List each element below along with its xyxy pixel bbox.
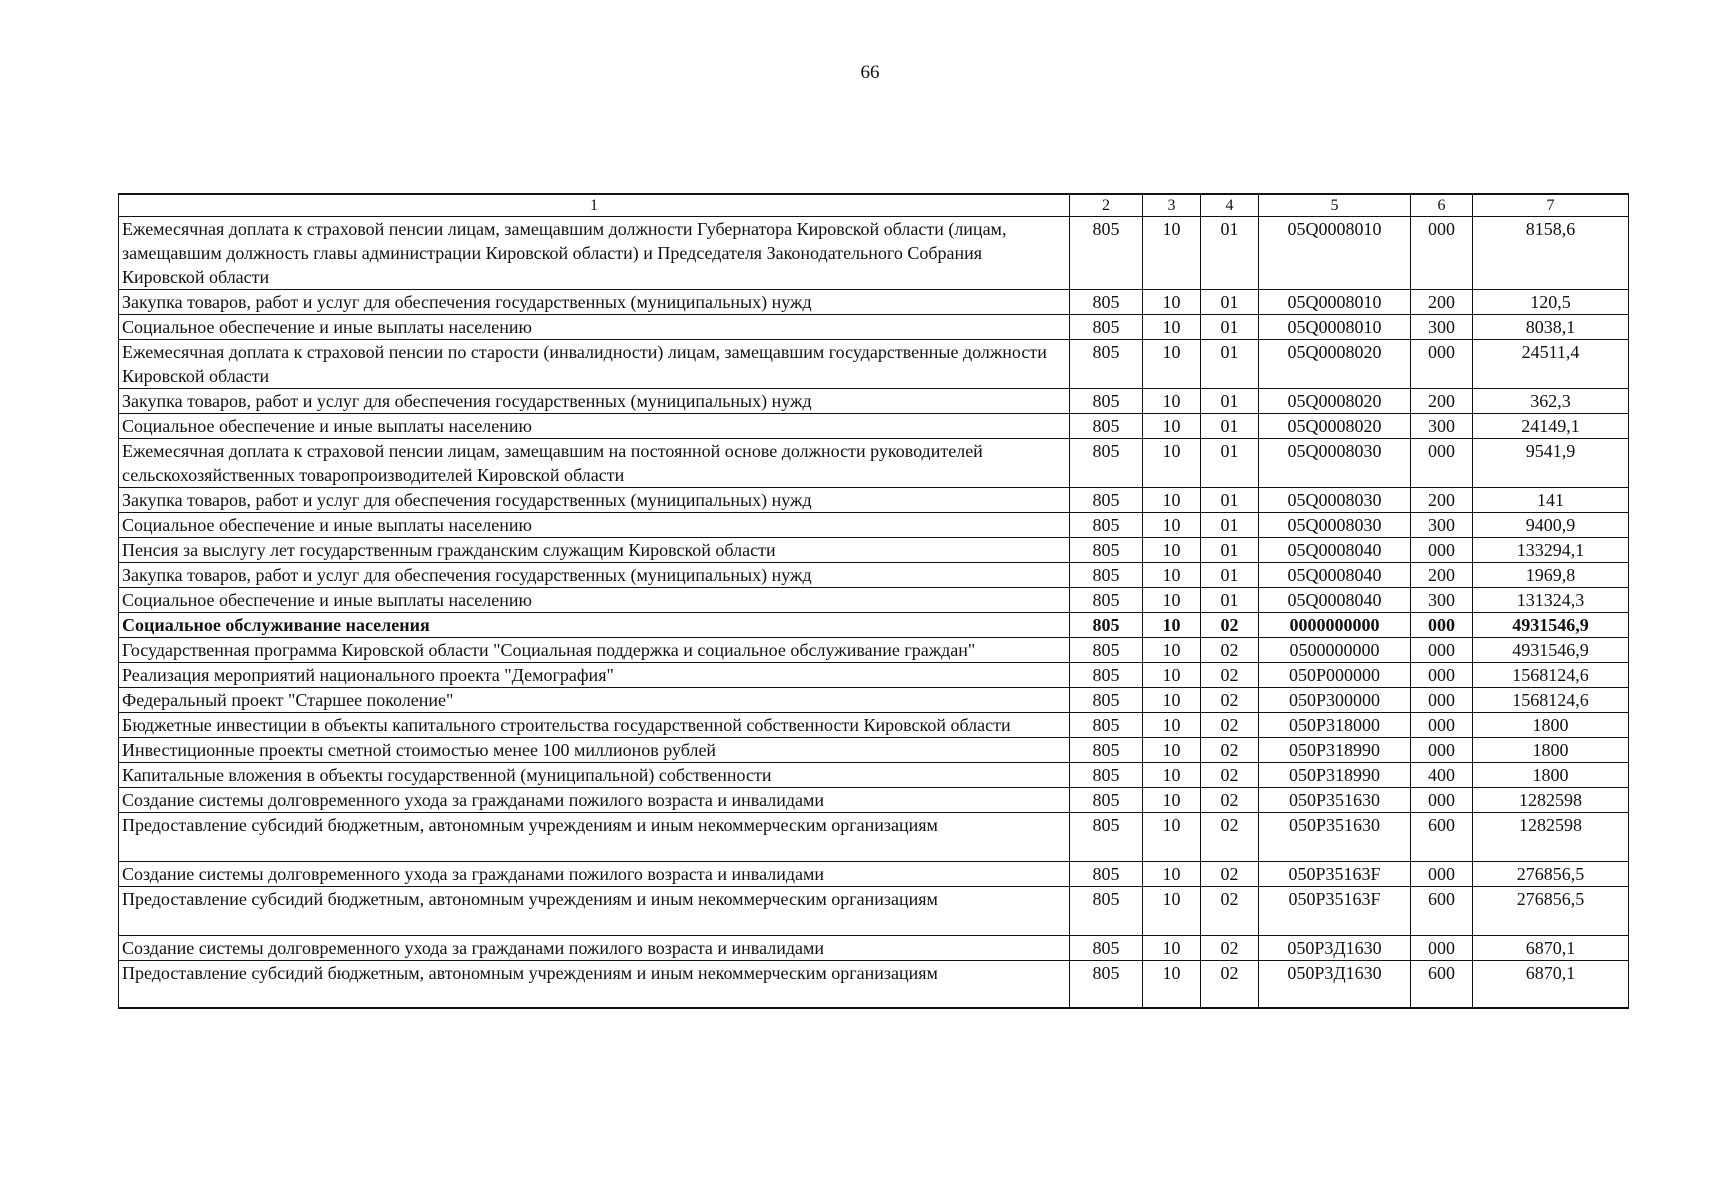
row-amount: 4931546,9 <box>1473 638 1629 663</box>
row-section: 10 <box>1143 887 1201 936</box>
row-subsection: 02 <box>1201 763 1259 788</box>
row-subsection: 01 <box>1201 414 1259 439</box>
row-section: 10 <box>1143 961 1201 1009</box>
row-section: 10 <box>1143 439 1201 488</box>
table-row <box>119 588 1629 613</box>
row-subsection: 02 <box>1201 663 1259 688</box>
row-amount: 24149,1 <box>1473 414 1629 439</box>
row-expense-type: 000 <box>1411 538 1473 563</box>
page-number: 66 <box>860 62 880 83</box>
row-amount: 276856,5 <box>1473 862 1629 887</box>
row-code: 805 <box>1070 663 1143 688</box>
table-row <box>119 713 1629 738</box>
row-section: 10 <box>1143 217 1201 290</box>
row-code: 805 <box>1070 217 1143 290</box>
row-amount: 24511,4 <box>1473 340 1629 389</box>
row-subsection: 01 <box>1201 488 1259 513</box>
row-code: 805 <box>1070 588 1143 613</box>
row-section: 10 <box>1143 638 1201 663</box>
row-subsection: 02 <box>1201 961 1259 1009</box>
row-expense-type: 600 <box>1411 813 1473 862</box>
column-header: 2 <box>1070 194 1143 217</box>
row-amount: 1800 <box>1473 713 1629 738</box>
row-expense-type: 600 <box>1411 887 1473 936</box>
table-row <box>119 763 1629 788</box>
table-row <box>119 936 1629 961</box>
table-row <box>119 340 1629 389</box>
row-target-article: 0500000000 <box>1259 638 1411 663</box>
row-name: Социальное обеспечение и иные выплаты населению <box>119 513 1070 538</box>
row-target-article: 05Q0008010 <box>1259 290 1411 315</box>
row-amount: 1282598 <box>1473 788 1629 813</box>
table-row <box>119 663 1629 688</box>
row-target-article: 050P35163F <box>1259 887 1411 936</box>
row-name: Закупка товаров, работ и услуг для обеспечения государственных (муниципальных) нужд <box>119 290 1070 315</box>
row-amount: 362,3 <box>1473 389 1629 414</box>
header-row <box>119 194 1629 217</box>
row-subsection: 02 <box>1201 688 1259 713</box>
row-name: Государственная программа Кировской области "Социальная поддержка и социальное обслуживание граждан" <box>119 638 1070 663</box>
table-row <box>119 887 1629 936</box>
table-row <box>119 439 1629 488</box>
row-expense-type: 000 <box>1411 638 1473 663</box>
row-code: 805 <box>1070 538 1143 563</box>
row-name: Создание системы долговременного ухода за гражданами пожилого возраста и инвалидами <box>119 788 1070 813</box>
row-name: Социальное обеспечение и иные выплаты населению <box>119 315 1070 340</box>
row-section: 10 <box>1143 315 1201 340</box>
row-target-article: 05Q0008010 <box>1259 217 1411 290</box>
row-target-article: 05Q0008010 <box>1259 315 1411 340</box>
row-expense-type: 400 <box>1411 763 1473 788</box>
row-target-article: 050P3Д1630 <box>1259 936 1411 961</box>
row-section: 10 <box>1143 738 1201 763</box>
row-amount: 8038,1 <box>1473 315 1629 340</box>
row-subsection: 02 <box>1201 713 1259 738</box>
row-target-article: 050P300000 <box>1259 688 1411 713</box>
row-name: Закупка товаров, работ и услуг для обеспечения государственных (муниципальных) нужд <box>119 563 1070 588</box>
row-expense-type: 300 <box>1411 315 1473 340</box>
row-expense-type: 000 <box>1411 613 1473 638</box>
row-amount: 1282598 <box>1473 813 1629 862</box>
row-section: 10 <box>1143 713 1201 738</box>
table-row <box>119 813 1629 862</box>
row-amount: 1568124,6 <box>1473 663 1629 688</box>
column-header: 6 <box>1411 194 1473 217</box>
row-amount: 6870,1 <box>1473 936 1629 961</box>
row-section: 10 <box>1143 813 1201 862</box>
row-subsection: 02 <box>1201 738 1259 763</box>
row-name: Создание системы долговременного ухода за гражданами пожилого возраста и инвалидами <box>119 936 1070 961</box>
row-code: 805 <box>1070 813 1143 862</box>
row-code: 805 <box>1070 513 1143 538</box>
row-name: Бюджетные инвестиции в объекты капитального строительства государственной собственности Кировской области <box>119 713 1070 738</box>
row-subsection: 01 <box>1201 588 1259 613</box>
row-target-article: 05Q0008040 <box>1259 538 1411 563</box>
table-row <box>119 217 1629 290</box>
row-section: 10 <box>1143 936 1201 961</box>
row-section: 10 <box>1143 488 1201 513</box>
row-name: Пенсия за выслугу лет государственным гражданским служащим Кировской области <box>119 538 1070 563</box>
row-subsection: 01 <box>1201 389 1259 414</box>
row-subsection: 01 <box>1201 439 1259 488</box>
row-target-article: 05Q0008040 <box>1259 563 1411 588</box>
row-target-article: 050P000000 <box>1259 663 1411 688</box>
row-code: 805 <box>1070 290 1143 315</box>
table-row <box>119 563 1629 588</box>
row-code: 805 <box>1070 638 1143 663</box>
row-code: 805 <box>1070 887 1143 936</box>
row-name: Ежемесячная доплата к страховой пенсии лицам, замещавшим на постоянной основе должности руководителей сельскохозяйственных товаропроизводителей Кировской области <box>119 439 1070 488</box>
row-code: 805 <box>1070 488 1143 513</box>
row-code: 805 <box>1070 713 1143 738</box>
row-expense-type: 600 <box>1411 961 1473 1009</box>
section-total-row <box>119 613 1629 638</box>
row-code: 805 <box>1070 340 1143 389</box>
budget-table <box>118 193 1629 1009</box>
row-name: Инвестиционные проекты сметной стоимостью менее 100 миллионов рублей <box>119 738 1070 763</box>
row-code: 805 <box>1070 961 1143 1009</box>
row-target-article: 05Q0008040 <box>1259 588 1411 613</box>
row-name: Ежемесячная доплата к страховой пенсии по старости (инвалидности) лицам, замещавшим государственные должности Кировской области <box>119 340 1070 389</box>
table-row <box>119 488 1629 513</box>
row-target-article: 050P35163F <box>1259 862 1411 887</box>
column-header: 3 <box>1143 194 1201 217</box>
row-subsection: 01 <box>1201 290 1259 315</box>
row-target-article: 050P318000 <box>1259 713 1411 738</box>
row-amount: 9541,9 <box>1473 439 1629 488</box>
row-section: 10 <box>1143 290 1201 315</box>
row-target-article: 05Q0008030 <box>1259 513 1411 538</box>
row-target-article: 050P3Д1630 <box>1259 961 1411 1009</box>
row-expense-type: 300 <box>1411 513 1473 538</box>
row-code: 805 <box>1070 389 1143 414</box>
row-amount: 6870,1 <box>1473 961 1629 1009</box>
row-amount: 9400,9 <box>1473 513 1629 538</box>
table-row <box>119 788 1629 813</box>
row-code: 805 <box>1070 315 1143 340</box>
column-header: 4 <box>1201 194 1259 217</box>
row-name: Социальное обслуживание населения <box>119 613 1070 638</box>
row-code: 805 <box>1070 738 1143 763</box>
row-code: 805 <box>1070 613 1143 638</box>
row-section: 10 <box>1143 663 1201 688</box>
row-section: 10 <box>1143 763 1201 788</box>
row-amount: 1568124,6 <box>1473 688 1629 713</box>
table-row <box>119 513 1629 538</box>
row-expense-type: 000 <box>1411 217 1473 290</box>
row-code: 805 <box>1070 439 1143 488</box>
row-subsection: 01 <box>1201 315 1259 340</box>
row-subsection: 02 <box>1201 887 1259 936</box>
row-expense-type: 000 <box>1411 663 1473 688</box>
row-expense-type: 000 <box>1411 439 1473 488</box>
row-expense-type: 000 <box>1411 862 1473 887</box>
row-subsection: 02 <box>1201 638 1259 663</box>
row-section: 10 <box>1143 340 1201 389</box>
row-name: Закупка товаров, работ и услуг для обеспечения государственных (муниципальных) нужд <box>119 488 1070 513</box>
row-amount: 4931546,9 <box>1473 613 1629 638</box>
row-section: 10 <box>1143 563 1201 588</box>
row-subsection: 01 <box>1201 340 1259 389</box>
row-section: 10 <box>1143 588 1201 613</box>
row-name: Социальное обеспечение и иные выплаты населению <box>119 414 1070 439</box>
row-target-article: 05Q0008020 <box>1259 340 1411 389</box>
row-subsection: 02 <box>1201 936 1259 961</box>
row-section: 10 <box>1143 688 1201 713</box>
column-header: 5 <box>1259 194 1411 217</box>
row-target-article: 050P318990 <box>1259 763 1411 788</box>
row-amount: 1969,8 <box>1473 563 1629 588</box>
row-amount: 120,5 <box>1473 290 1629 315</box>
row-expense-type: 000 <box>1411 688 1473 713</box>
table-row <box>119 290 1629 315</box>
row-code: 805 <box>1070 788 1143 813</box>
row-expense-type: 300 <box>1411 414 1473 439</box>
row-section: 10 <box>1143 538 1201 563</box>
row-subsection: 01 <box>1201 217 1259 290</box>
table-row <box>119 688 1629 713</box>
row-section: 10 <box>1143 389 1201 414</box>
row-name: Капитальные вложения в объекты государственной (муниципальной) собственности <box>119 763 1070 788</box>
row-expense-type: 300 <box>1411 588 1473 613</box>
row-target-article: 050P318990 <box>1259 738 1411 763</box>
row-target-article: 050P351630 <box>1259 813 1411 862</box>
row-name: Социальное обеспечение и иные выплаты населению <box>119 588 1070 613</box>
row-subsection: 02 <box>1201 788 1259 813</box>
row-subsection: 02 <box>1201 613 1259 638</box>
row-target-article: 0000000000 <box>1259 613 1411 638</box>
row-code: 805 <box>1070 688 1143 713</box>
row-name: Предоставление субсидий бюджетным, автономным учреждениям и иным некоммерческим организациям <box>119 887 1070 936</box>
row-amount: 8158,6 <box>1473 217 1629 290</box>
row-expense-type: 000 <box>1411 340 1473 389</box>
table-row <box>119 389 1629 414</box>
row-target-article: 05Q0008030 <box>1259 439 1411 488</box>
table-row <box>119 738 1629 763</box>
row-expense-type: 000 <box>1411 788 1473 813</box>
table-row <box>119 862 1629 887</box>
row-name: Предоставление субсидий бюджетным, автономным учреждениям и иным некоммерческим организациям <box>119 813 1070 862</box>
row-amount: 1800 <box>1473 763 1629 788</box>
row-target-article: 05Q0008020 <box>1259 389 1411 414</box>
row-section: 10 <box>1143 414 1201 439</box>
row-name: Федеральный проект "Старшее поколение" <box>119 688 1070 713</box>
row-target-article: 05Q0008030 <box>1259 488 1411 513</box>
row-subsection: 01 <box>1201 513 1259 538</box>
row-code: 805 <box>1070 862 1143 887</box>
row-name: Создание системы долговременного ухода за гражданами пожилого возраста и инвалидами <box>119 862 1070 887</box>
row-expense-type: 200 <box>1411 290 1473 315</box>
row-code: 805 <box>1070 763 1143 788</box>
table-row <box>119 538 1629 563</box>
row-code: 805 <box>1070 414 1143 439</box>
row-section: 10 <box>1143 513 1201 538</box>
column-header: 1 <box>119 194 1070 217</box>
row-expense-type: 200 <box>1411 389 1473 414</box>
row-section: 10 <box>1143 862 1201 887</box>
row-expense-type: 000 <box>1411 713 1473 738</box>
row-subsection: 01 <box>1201 563 1259 588</box>
row-subsection: 01 <box>1201 538 1259 563</box>
table-row <box>119 961 1629 1009</box>
row-amount: 131324,3 <box>1473 588 1629 613</box>
row-expense-type: 200 <box>1411 563 1473 588</box>
column-header: 7 <box>1473 194 1629 217</box>
row-amount: 141 <box>1473 488 1629 513</box>
row-name: Ежемесячная доплата к страховой пенсии лицам, замещавшим должности Губернатора Кировской области (лицам, замещавшим должность главы администрации Кировской области) и Председателя Законодательного Собрания Кировской области <box>119 217 1070 290</box>
row-expense-type: 000 <box>1411 936 1473 961</box>
row-name: Закупка товаров, работ и услуг для обеспечения государственных (муниципальных) нужд <box>119 389 1070 414</box>
row-section: 10 <box>1143 788 1201 813</box>
row-amount: 133294,1 <box>1473 538 1629 563</box>
row-code: 805 <box>1070 936 1143 961</box>
row-subsection: 02 <box>1201 862 1259 887</box>
table-row <box>119 638 1629 663</box>
row-target-article: 05Q0008020 <box>1259 414 1411 439</box>
row-amount: 276856,5 <box>1473 887 1629 936</box>
table-row <box>119 414 1629 439</box>
row-code: 805 <box>1070 563 1143 588</box>
row-target-article: 050P351630 <box>1259 788 1411 813</box>
row-section: 10 <box>1143 613 1201 638</box>
row-subsection: 02 <box>1201 813 1259 862</box>
row-amount: 1800 <box>1473 738 1629 763</box>
row-name: Реализация мероприятий национального проекта "Демография" <box>119 663 1070 688</box>
row-expense-type: 000 <box>1411 738 1473 763</box>
row-name: Предоставление субсидий бюджетным, автономным учреждениям и иным некоммерческим организациям <box>119 961 1070 1009</box>
table-row <box>119 315 1629 340</box>
row-expense-type: 200 <box>1411 488 1473 513</box>
